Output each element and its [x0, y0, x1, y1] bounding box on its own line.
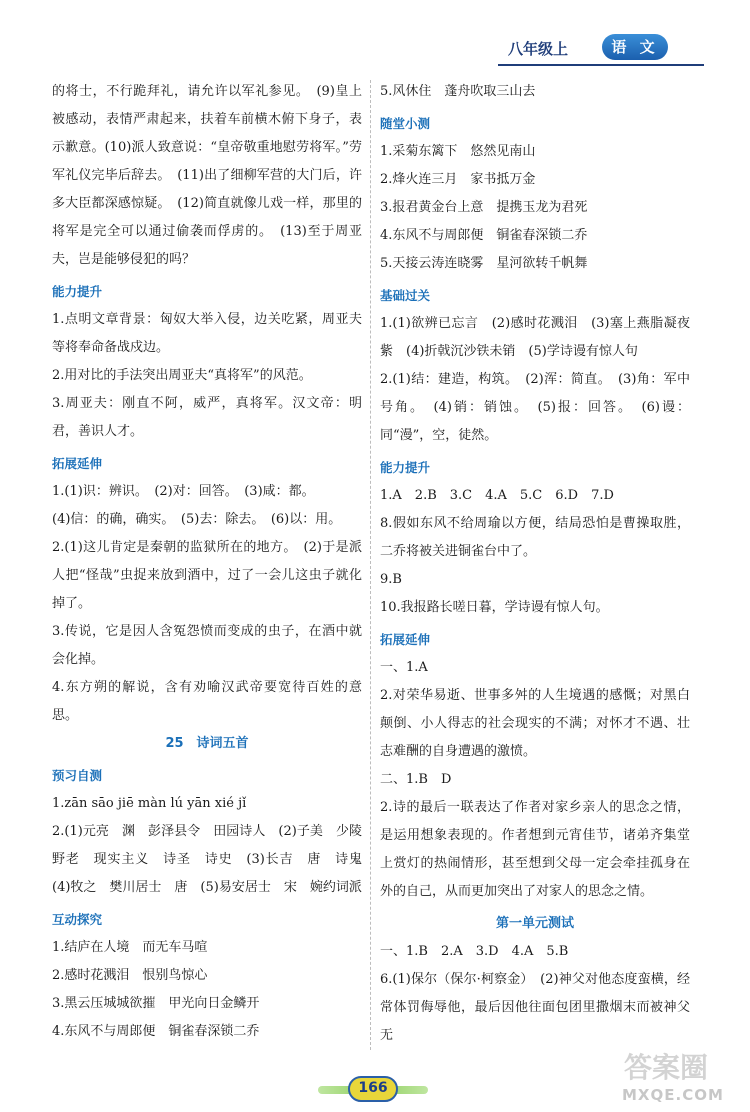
- answer-paragraph: 1.A 2.B 3.C 4.A 5.C 6.D 7.D: [380, 488, 614, 503]
- grade-label: 八年级上: [508, 40, 569, 58]
- left-column: [52, 78, 376, 1046]
- answer-paragraph: 2.(1)元亮 渊 彭泽县令 田园诗人 (2)子美 少陵野老 现实主义 诗圣 诗史 (3)长吉 唐 诗鬼 (4)牧之 樊川居士 唐 (5)易安居士 宋 婉约词派: [52, 824, 376, 895]
- answer-paragraph: 一、1.B 2.A 3.D 4.A 5.B: [380, 944, 569, 959]
- answer-paragraph: 3.传说，它是因人含冤怨愤而变成的虫子，在酒中就会化掉。: [52, 624, 362, 667]
- answer-paragraph: 1.点明文章背景：匈奴大举入侵，边关吃紧，周亚夫等将奉命备战戍边。: [52, 312, 362, 355]
- answer-paragraph: 一、1.A: [380, 660, 428, 675]
- answer-paragraph: 2.诗的最后一联表达了作者对家乡亲人的思念之情，是运用想象表现的。作者想到元宵佳节，诸弟齐集堂上赏灯的热闹情形，甚至想到父母一定会牵挂孤身在外的自己，从而更加突出了对家人的思念之情。: [380, 800, 690, 899]
- answer-paragraph: 2.烽火连三月 家书抵万金: [380, 172, 536, 187]
- answer-paragraph: (4)信：的确，确实。 (5)去：除去。 (6)以：用。: [52, 512, 342, 527]
- section-heading: 能力提升: [52, 284, 103, 299]
- section-heading: 拓展延伸: [380, 632, 431, 647]
- answer-paragraph: 1.采菊东篱下 悠然见南山: [380, 144, 536, 159]
- answer-paragraph: 1.(1)识：辨识。 (2)对：回答。 (3)咸：都。: [52, 484, 315, 499]
- answer-paragraph: 4.东方朔的解说，含有劝喻汉武帝要宽待百姓的意思。: [52, 680, 362, 723]
- answer-paragraph: 1.(1)欲辨已忘言 (2)感时花溅泪 (3)塞上燕脂凝夜紫 (4)折戟沉沙铁未销 (5)学诗谩有惊人句: [380, 316, 690, 359]
- answer-paragraph: 3.报君黄金台上意 提携玉龙为君死: [380, 200, 588, 215]
- answer-paragraph: 的将士，不行跪拜礼，请允许以军礼参见。 (9)皇上被感动，表情严肃起来，扶着车前横木俯下身子，表示歉意。(10)派人致意说：“皇帝敬重地慰劳将军。”劳军礼仪完毕后辞去。 (11)出了细柳军营的大门后，许多大臣都深感惊疑。 (12)简直就像儿戏一样，那里的将军是完全可以通过偷袭而俘虏的。 (13)至于周亚夫，岂是能够侵犯的吗？: [52, 84, 362, 267]
- answer-paragraph: 8.假如东风不给周瑜以方便，结局恐怕是曹操取胜，二乔将被关进铜雀台中了。: [380, 516, 690, 559]
- right-column: [380, 78, 690, 1050]
- subject-badge: 语 文: [602, 34, 668, 60]
- answer-paragraph: 3.黑云压城城欲摧 甲光向日金鳞开: [52, 996, 260, 1011]
- section-heading: 能力提升: [380, 460, 431, 475]
- answer-paragraph: 2.用对比的手法突出周亚夫“真将军”的风范。: [52, 368, 312, 383]
- watermark-url: MXQE.COM: [622, 1086, 724, 1104]
- answer-paragraph: 二、1.B D: [380, 772, 452, 787]
- answer-paragraph: 2.对荣华易逝、世事多舛的人生境遇的感慨；对黑白颠倒、小人得志的社会现实的不满；对怀才不遇、壮志难酬的自身遭遇的激愤。: [380, 688, 690, 759]
- section-heading: 基础过关: [380, 288, 431, 303]
- answer-paragraph: 9.B: [380, 572, 402, 587]
- answer-paragraph: 2.感时花溅泪 恨别鸟惊心: [52, 968, 208, 983]
- answer-paragraph: 3.周亚夫：刚直不阿，威严，真将军。汉文帝：明君，善识人才。: [52, 396, 362, 439]
- answer-paragraph: 5.天接云涛连晓雾 星河欲转千帆舞: [380, 256, 588, 271]
- watermark: [618, 1046, 746, 1108]
- section-heading: 预习自测: [52, 768, 103, 783]
- answer-paragraph: 2.(1)这儿肯定是秦朝的监狱所在的地方。 (2)于是派人把“怪哉”虫捉来放到酒中，过了一会儿这虫子就化掉了。: [52, 540, 362, 611]
- chapter-title: 第一单元测试: [495, 916, 574, 931]
- page-header: [498, 32, 698, 66]
- answer-paragraph: 1.结庐在人境 而无车马喧: [52, 940, 208, 955]
- header-rule: [498, 64, 704, 66]
- answer-paragraph: 2.(1)结：建造，构筑。 (2)浑：简直。 (3)角：军中号角。 (4)销：销蚀。 (5)报：回答。 (6)谩：同“漫”，空，徒然。: [380, 372, 690, 443]
- answer-paragraph: 6.(1)保尔（保尔·柯察金） (2)神父对他态度蛮横，经常体罚侮辱他，最后因他往面包团里撒烟末而被神父无: [380, 972, 690, 1043]
- column-divider: [370, 80, 371, 1050]
- section-heading: 互动探究: [52, 912, 103, 927]
- answer-paragraph: 5.风休住 蓬舟吹取三山去: [380, 84, 536, 99]
- watermark-logo: 答案圈: [624, 1051, 709, 1084]
- section-heading: 随堂小测: [380, 116, 431, 131]
- answer-paragraph: 4.东风不与周郎便 铜雀春深锁二乔: [380, 228, 588, 243]
- answer-paragraph: 10.我报路长嗟日暮，学诗谩有惊人句。: [380, 600, 609, 615]
- answer-paragraph: 1.zān sāo jiē màn lú yān xié jǐ: [52, 796, 247, 811]
- section-heading: 拓展延伸: [52, 456, 103, 471]
- answer-paragraph: 4.东风不与周郎便 铜雀春深锁二乔: [52, 1024, 260, 1039]
- chapter-title: 25 诗词五首: [165, 736, 249, 751]
- page-number: 166: [358, 1080, 388, 1096]
- page-number-badge: [318, 1076, 428, 1102]
